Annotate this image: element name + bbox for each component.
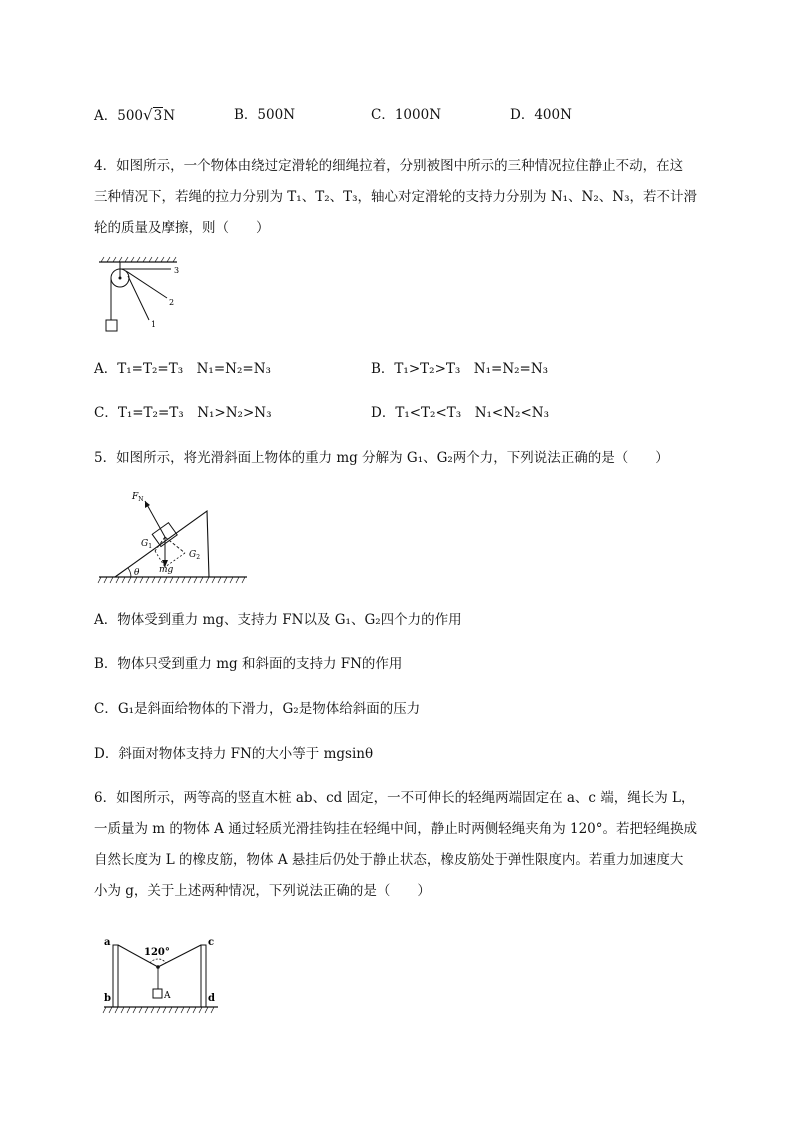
option-value: 500N bbox=[257, 107, 296, 123]
option-letter: D． bbox=[510, 107, 535, 123]
q5-option-a: A．物体受到重力 mg、支持力 FN以及 G₁、G₂四个力的作用 bbox=[94, 612, 462, 628]
q6-stem-line-1: 6．如图所示，两等高的竖直木桩 ab、cd 固定，一不可伸长的轻绳两端固定在 a、c 端，绳长为 L， bbox=[94, 790, 695, 806]
fn-label: $F_N$ bbox=[132, 492, 144, 503]
option-letter: A． bbox=[94, 108, 118, 124]
theta-label: θ bbox=[134, 568, 140, 578]
label-b: b bbox=[104, 993, 111, 1004]
q4-option-a: A．T₁=T₂=T₃ N₁=N₂=N₃ bbox=[94, 361, 271, 377]
angle-arc bbox=[150, 959, 166, 963]
angle-label: 120° bbox=[144, 947, 170, 958]
post-cd bbox=[201, 945, 206, 1007]
theta-arc bbox=[128, 568, 131, 577]
q4-option-d: D．T₁<T₂<T₃ N₁<N₂<N₃ bbox=[371, 405, 549, 421]
label-a: a bbox=[104, 937, 111, 948]
pulley-figure bbox=[95, 256, 190, 341]
q5-option-b: B．物体只受到重力 mg 和斜面的支持力 FN的作用 bbox=[94, 656, 403, 672]
rope-1 bbox=[128, 276, 149, 320]
g1-label: $G_1$ bbox=[141, 539, 153, 550]
q3-option-b bbox=[234, 105, 295, 125]
option-value: 400N bbox=[534, 107, 572, 123]
option-letter: B． bbox=[234, 107, 258, 123]
q5-option-c: C．G₁是斜面给物体的下滑力，G₂是物体给斜面的压力 bbox=[94, 701, 421, 717]
rope-label-1: 1 bbox=[151, 320, 157, 329]
ground bbox=[98, 577, 247, 583]
mass-a bbox=[153, 989, 162, 998]
post-ab bbox=[113, 945, 118, 1007]
g2-label: $G_2$ bbox=[189, 550, 201, 561]
q3-option-a bbox=[94, 105, 175, 126]
option-unit: N bbox=[163, 108, 175, 124]
q6-stem-line-4: 小为 g，关于上述两种情况，下列说法正确的是（ ） bbox=[94, 883, 431, 899]
q6-stem-line-2: 一质量为 m 的物体 A 通过轻质光滑挂钩挂在轻绳中间，静止时两侧轻绳夹角为 120°。若把轻绳换成 bbox=[94, 821, 698, 837]
radicand: 3 bbox=[153, 108, 163, 124]
rope-label-3: 3 bbox=[174, 266, 180, 275]
option-letter: C． bbox=[371, 107, 395, 123]
label-d: d bbox=[208, 993, 215, 1004]
q4-stem-line-1: 4．如图所示，一个物体由绕过定滑轮的细绳拉着，分别被图中所示的三种情况拉住静止不动，在这 bbox=[94, 158, 684, 174]
q4-option-b: B．T₁>T₂>T₃ N₁=N₂=N₃ bbox=[371, 361, 549, 377]
q4-stem-line-2: 三种情况下，若绳的拉力分别为 T₁、T₂、T₃，轴心对定滑轮的支持力分别为 N₁、N₂、N₃，若不计滑 bbox=[94, 189, 698, 205]
ceiling bbox=[99, 257, 177, 262]
mg-label: mg bbox=[159, 565, 174, 575]
q3-option-d bbox=[510, 105, 572, 125]
sqrt-symbol: √ bbox=[143, 106, 153, 124]
q5-option-d: D．斜面对物体支持力 FN的大小等于 mgsinθ bbox=[94, 746, 374, 762]
option-value: 500 bbox=[117, 108, 144, 124]
q6-stem-line-3: 自然长度为 L 的橡皮筋，物体 A 悬挂后仍处于静止状态，橡皮筋处于弹性限度内。若重力加速度大 bbox=[94, 852, 684, 868]
mass-label: A bbox=[164, 991, 171, 1001]
q3-option-c bbox=[371, 105, 441, 125]
fn-arrow bbox=[145, 501, 165, 537]
ground bbox=[103, 1007, 218, 1013]
incline-figure bbox=[97, 487, 257, 587]
rope-label-2: 2 bbox=[169, 298, 175, 307]
two-post-figure bbox=[100, 935, 225, 1020]
q5-stem: 5．如图所示，将光滑斜面上物体的重力 mg 分解为 G₁、G₂两个力，下列说法正确的是（ ） bbox=[94, 450, 669, 466]
label-c: c bbox=[208, 937, 215, 948]
q4-option-c: C．T₁=T₂=T₃ N₁>N₂>N₃ bbox=[94, 405, 272, 421]
g1-component bbox=[155, 537, 165, 551]
hanging-block bbox=[106, 320, 117, 331]
q4-stem-line-3: 轮的质量及摩擦，则（ ） bbox=[94, 220, 270, 236]
option-value: 1000N bbox=[394, 107, 442, 123]
